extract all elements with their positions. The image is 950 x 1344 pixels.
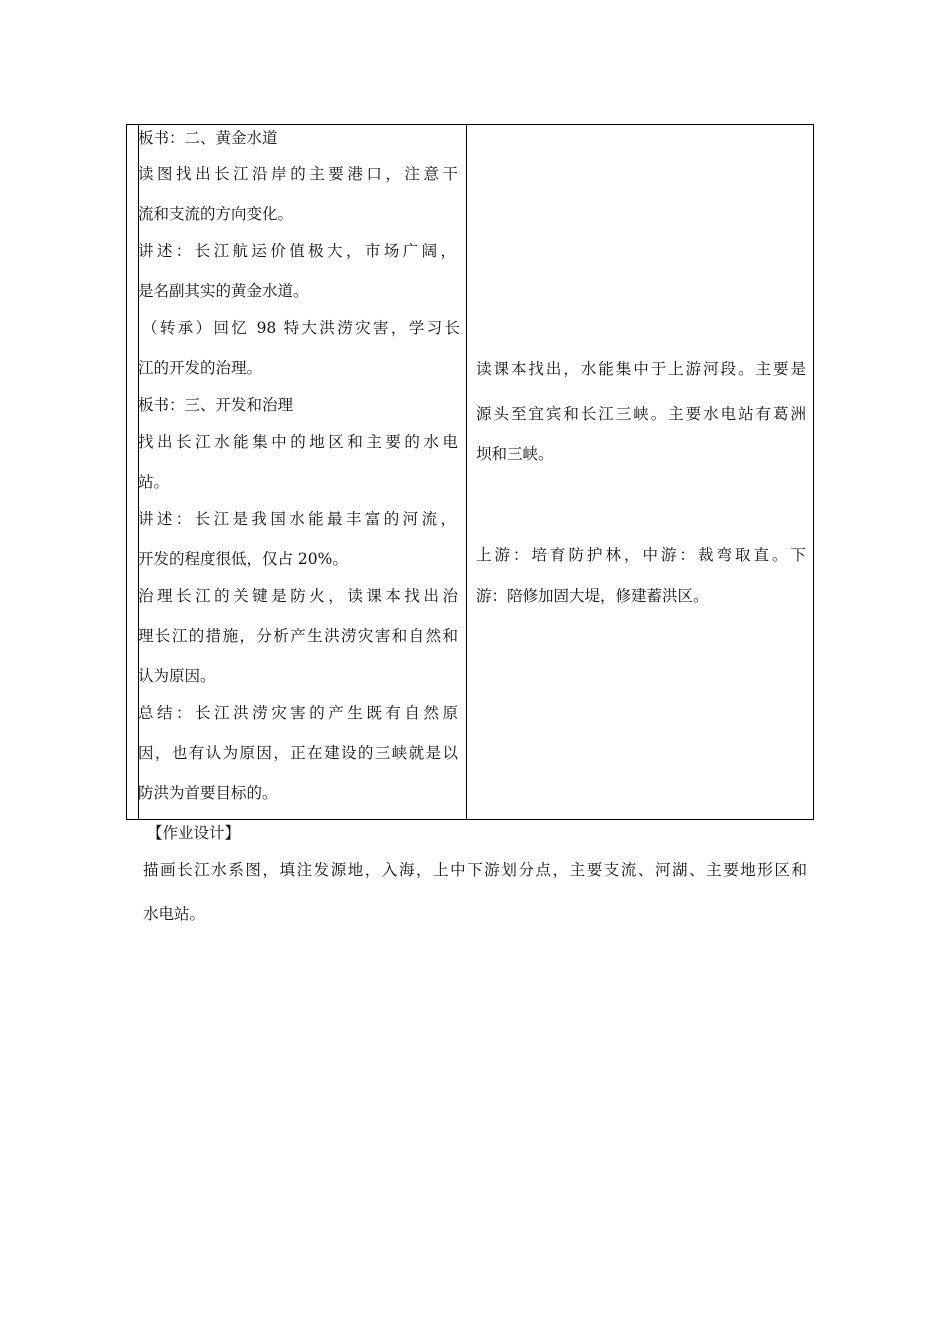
text-line: 上游：培育防护林，中游：裁弯取直。下 — [476, 546, 806, 564]
text-line: 游：陪修加固大堤，修建蓄洪区。 — [476, 587, 709, 605]
text-line: 治理长江的关键是防火，读课本找出治 — [138, 587, 458, 605]
homework-line: 水电站。 — [143, 905, 206, 923]
text-line: 因，也有认为原因，正在建设的三峡就是以 — [138, 744, 458, 762]
text-line: 板书：三、开发和治理 — [138, 396, 294, 414]
text-line: 讲述：长江航运价值极大，市场广阔， — [138, 242, 456, 260]
text-line: 找出长江水能集中的地区和主要的水电 — [138, 433, 458, 451]
text-line: 读图找出长江沿岸的主要港口，注意干 — [138, 165, 458, 183]
text-line: 流和支流的方向变化。 — [138, 205, 294, 223]
column-divider — [466, 125, 467, 819]
text-line: 理长江的措施，分析产生洪涝灾害和自然和 — [138, 627, 458, 645]
text-line: 站。 — [138, 473, 170, 491]
text-line: 防洪为首要目标的。 — [138, 784, 278, 802]
text-line: 讲述：长江是我国水能最丰富的河流， — [138, 510, 456, 528]
text-line: 源头至宜宾和长江三峡。主要水电站有葛洲 — [476, 405, 806, 423]
text-line: 板书：二、黄金水道 — [138, 129, 278, 147]
text-line: 读课本找出，水能集中于上游河段。主要是 — [476, 360, 806, 378]
text-line: 开发的程度很低，仅占 20%。 — [138, 550, 348, 568]
text-line: 是名副其实的黄金水道。 — [138, 282, 309, 300]
homework-line: 描画长江水系图，填注发源地，入海，上中下游划分点，主要支流、河湖、主要地形区和 — [143, 861, 807, 879]
text-line: 总结：长江洪涝灾害的产生既有自然原 — [138, 704, 458, 722]
text-line: （转承）回忆 98 特大洪涝灾害，学习长 — [142, 319, 460, 337]
homework-heading: 【作业设计】 — [147, 824, 241, 842]
text-line: 坝和三峡。 — [476, 445, 554, 463]
text-line: 江的开发的治理。 — [138, 359, 263, 377]
text-line: 认为原因。 — [138, 667, 216, 685]
